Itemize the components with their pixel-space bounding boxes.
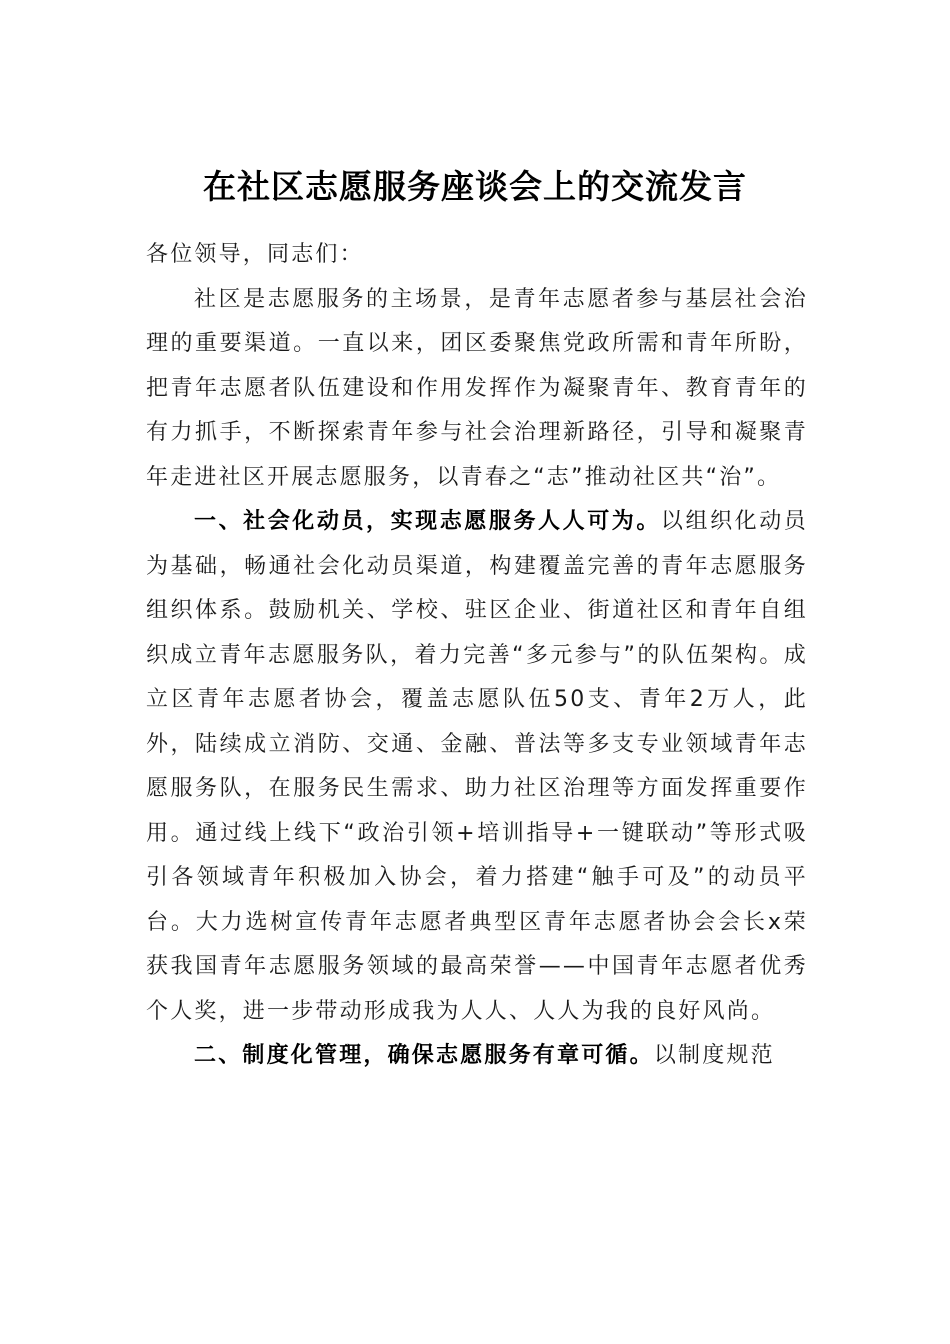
intro-paragraph: 社区是志愿服务的主场景，是青年志愿者参与基层社会治理的重要渠道。一直以来，团区委聚焦党政所需和青年所盼，把青年志愿者队伍建设和作用发挥作为凝聚青年、教育青年的有力抓手，不断探索青年参与社会治理新路径，引导和凝聚青年走进社区开展志愿服务，以青春之“志”推动社区共“治”。 — [146, 286, 808, 490]
section-1-body: 以组织化动员为基础，畅通社会化动员渠道，构建覆盖完善的青年志愿服务组织体系。鼓励机关、学校、驻区企业、街道社区和青年自组织成立青年志愿服务队，着力完善“多元参与”的队伍架构。成立区青年志愿者协会，覆盖志愿队伍50支、青年2万人，此外，陆续成立消防、交通、金融、普法等多支专业领域青年志愿服务队，在服务民生需求、助力社区治理等方面发挥重要作用。通过线上线下“政治引领+培训指导+一键联动”等形式吸引各领域青年积极加入协会，着力搭建“触手可及”的动员平台。大力选树宣传青年志愿者典型区青年志愿者协会会长x荣获我国青年志愿服务领域的最高荣誉——中国青年志愿者优秀个人奖，进一步带动形成我为人人、人人为我的良好风尚。 — [146, 509, 808, 1024]
document-body — [146, 233, 808, 1079]
section-2-body: 以制度规范 — [653, 1043, 775, 1068]
section-2-heading: 二、制度化管理，确保志愿服务有章可循。 — [194, 1043, 654, 1068]
page-title: 在社区志愿服务座谈会上的交流发言 — [203, 167, 747, 206]
salutation: 各位领导，同志们： — [146, 242, 364, 267]
section-2-paragraph — [146, 1034, 808, 1079]
section-1-paragraph — [146, 500, 808, 1034]
section-1-heading: 一、社会化动员，实现志愿服务人人可为。 — [194, 509, 661, 534]
